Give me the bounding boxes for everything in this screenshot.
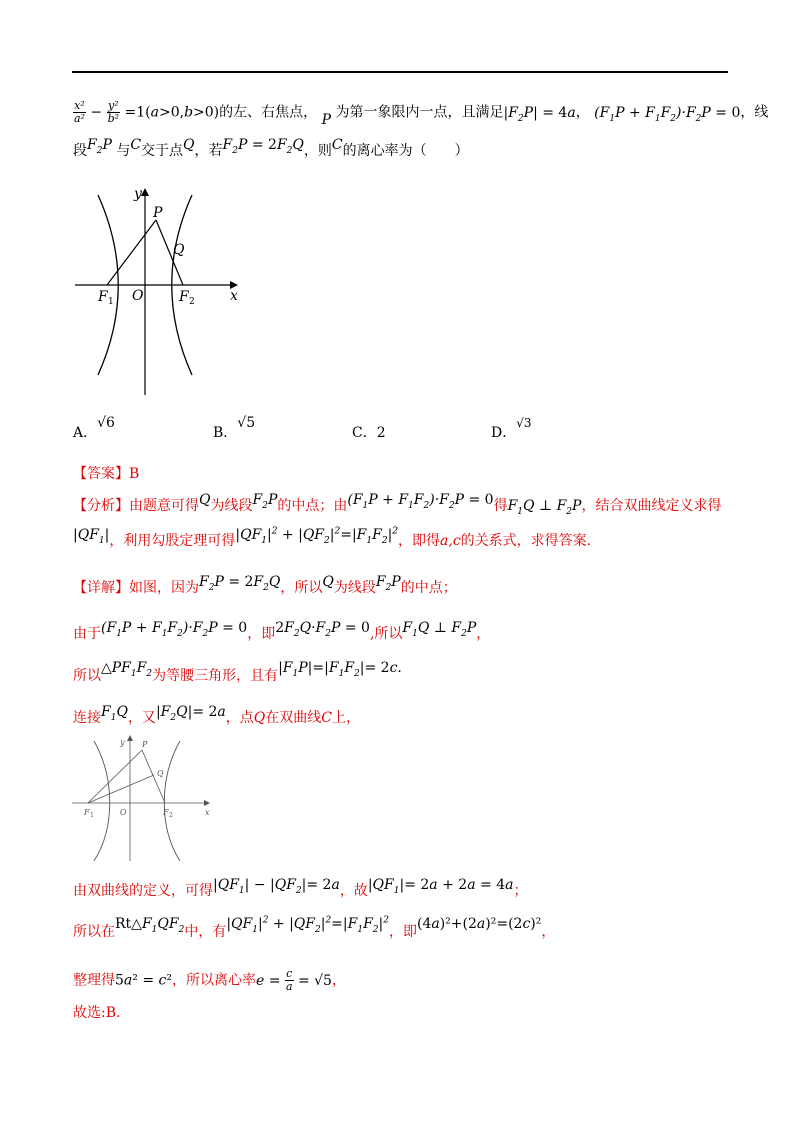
y-axis-arrow (141, 188, 149, 196)
option-b[interactable]: B．√5 (213, 415, 256, 441)
header-rule (72, 71, 728, 73)
answer-line: 【答案】B (73, 466, 140, 482)
detail-line-6: 所以在$Rt\triangle F_1QF_2$中，有$|QF_1|^2 + |QF_2|^2=|F_1F_2|^2$，即(4a)²+(2a)²=(2c)²， (73, 915, 556, 940)
label-f2-sub: 2 (169, 812, 173, 819)
x-axis-arrow (204, 800, 210, 806)
label-p: P (153, 205, 163, 221)
option-c[interactable]: C．2 (352, 425, 386, 441)
segment-f1q (88, 775, 154, 803)
question-line-1: $\frac{\text{x²}}{\text{a²}}$ − $\frac{\text{y²}}{\text{b²}}$ =1(a>0,b>0)的左、右焦点， P 为第一象限内一点，且满足$|F_2P| = 4a$， $(F_1P + F_1F_2)\cdot F_2P = 0$，线 (74, 99, 769, 128)
detail-line-4: 连接$F_1Q$，又$|F_2Q|= 2a$，点Q在双曲线C上， (73, 704, 360, 726)
option-a[interactable]: A．√6 (73, 415, 115, 441)
label-f1-sub: 1 (90, 812, 94, 819)
label-y: y (120, 738, 125, 747)
label-x: x (230, 288, 238, 304)
segment-f1p (88, 750, 142, 803)
detail-line-7: 整理得5a² = c²，所以离心率e = $\frac{c}{a}$ = √5， (73, 967, 346, 993)
hyperbola-figure-1 (70, 180, 250, 400)
label-f2-sub: 2 (189, 297, 195, 307)
segment-f1p (107, 220, 156, 285)
detail-line-1: 【详解】如图，因为$F_2P = 2F_2Q$，所以Q为线段$F_2P$的中点； (73, 574, 457, 596)
label-q: Q (157, 769, 164, 778)
label-f2: F (179, 289, 189, 305)
analysis-line-1: 【分析】由题意可得Q为线段$F_2P$的中点；由$(F_1P + F_1F_2)\cdot F_2P = 0$得$F_1Q$ ⊥ $F_2P$，结合双曲线定义求得 (73, 492, 722, 517)
label-f2: F (163, 808, 169, 817)
eq-dot-zero: $(F_1P + F_1F_2)\cdot F_2P = 0$ (594, 104, 741, 124)
hyperbola-figure-2 (70, 733, 215, 863)
eq-f2p-4a: $|F_2P| = 4a$ (503, 104, 576, 124)
question-line-2: 段$F_2P$ 与C交于点Q，若$F_2P = 2F_2Q$，则C的离心率为（ ） (73, 137, 469, 159)
detail-line-8: 故选:B. (73, 1005, 121, 1021)
detail-line-2: 由于$(F_1P + F_1F_2)\cdot F_2P = 0$，即$2F_2Q\cdot F_2P = 0$,所以$F_1Q$ ⊥ $F_2P$， (73, 620, 491, 642)
right-branch (164, 741, 180, 861)
y-axis-arrow (127, 735, 133, 741)
label-f1: F (98, 289, 108, 305)
label-y: y (134, 186, 142, 202)
label-o: O (132, 288, 144, 304)
label-f1-sub: 1 (108, 297, 114, 307)
label-x: x (205, 808, 210, 817)
detail-line-5: 由双曲线的定义，可得$|QF_1| - |QF_2|= 2a$，故$|QF_1|= 2a + 2a = 4a$； (73, 877, 528, 899)
label-q: Q (173, 242, 185, 258)
option-d[interactable]: D．√3 (491, 416, 532, 441)
analysis-line-2: $|QF_1|$，利用勾股定理可得$|QF_1|^2 + |QF_2|^2=|F_1F_2|^2$，即得a,c的关系式，求得答案. (73, 526, 592, 549)
label-o: O (120, 808, 127, 817)
frac-y2-b2: $\frac{\text{y²}}{\text{b²}}$ (107, 99, 120, 125)
label-f1: F (84, 808, 90, 817)
detail-line-3: 所以$\triangle PF_1F_2$为等腰三角形，且有$|F_1P|=|F_1F_2|= 2c$. (73, 660, 402, 684)
label-p: P (142, 740, 148, 749)
left-branch (94, 741, 110, 861)
frac-x2-a2: $\frac{\text{x²}}{\text{a²}}$ (74, 99, 85, 125)
